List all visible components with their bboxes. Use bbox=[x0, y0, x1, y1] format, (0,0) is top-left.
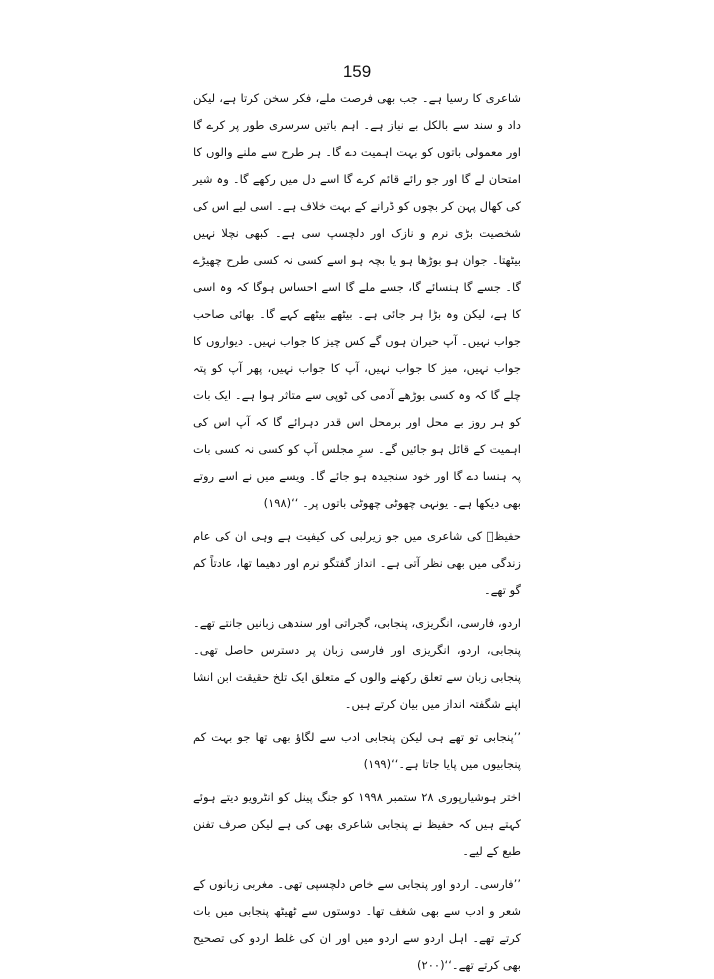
paragraph-2: حفیظؔ کی شاعری میں جو زیرلبی کی کیفیت ہے وہی ان کی عام زندگی میں بھی نظر آتی ہے۔ انداز گفتگو نرم اور دھیما تھا، عادتاً کم گو تھے۔ bbox=[193, 529, 521, 597]
body-text bbox=[193, 85, 521, 979]
paragraph-1: شاعری کا رسیا ہے۔ جب بھی فرصت ملے، فکر سخن کرتا ہے، لیکن داد و سند سے بالکل بے نیاز ہے۔ اہم باتیں سرسری طور پر کرے گا اور معمولی باتوں کو بہت اہمیت دے گا۔ ہر طرح سے ملنے والوں کا امتحان لے گا اور جو رائے قائم کرے گا اسے دل میں رکھے گا۔ وہ شیر کی کھال پہن کر بچوں کو ڈرانے کے بہت خلاف ہے۔ اسی لیے اس کی شخصیت بڑی نرم و نازک اور دلچسپ سی ہے۔ کبھی نچلا نہیں بیٹھتا۔ جوان ہو بوڑھا ہو یا بچہ ہو اسے کسی نہ کسی طرح چھیڑے گا۔ جسے گا ہنسائے گا، جسے ملے گا اسے احساس ہوگا کہ وہ اسی کا ہے، لیکن وہ بڑا ہر جائی ہے۔ بیٹھے بیٹھے کہے گا۔ بھائی صاحب جواب نہیں۔ آپ حیران ہوں گے کس چیز کا جواب نہیں۔ دیواروں کا جواب نہیں، میز کا جواب نہیں، آپ کا جواب نہیں، پھر آپ کو پتہ چلے گا کہ وہ کسی بوڑھے آدمی کی ٹوپی سے متاثر ہوا ہے۔ ایک بات کو ہر روز بے محل اور برمحل اس قدر دہرائے گا کہ آپ اس کی اہمیت کے قائل ہو جائیں گے۔ سرِ مجلس آپ کو کسی نہ کسی بات پہ ہنسا دے گا اور خود سنجیدہ ہو جائے گا۔ ویسے میں نے اسے روتے بھی دیکھا ہے۔ یونہی چھوٹی چھوٹی باتوں پر۔ ‘‘(۱۹۸) bbox=[193, 91, 521, 510]
page-number: 159 bbox=[342, 62, 372, 81]
quotation-2: ’’فارسی۔ اردو اور پنجابی سے خاص دلچسپی تھی۔ مغربی زبانوں کے شعر و ادب سے بھی شغف تھا۔ دوستوں سے ٹھیٹھ پنجابی میں بات کرتے تھے۔ اہل اردو سے اردو میں اور ان کی غلط اردو کی تصحیح بھی کرتے تھے۔‘‘(۲۰۰) bbox=[193, 877, 521, 972]
paragraph-3: اردو، فارسی، انگریزی، پنجابی، گجراتی اور سندھی زبانیں جانتے تھے۔ پنجابی، اردو، انگریزی اور فارسی زبان پر دسترس حاصل تھی۔ پنجابی زبان سے تعلق رکھنے والوں کے متعلق ایک تلخ حقیقت ابن انشا اپنے شگفتہ انداز میں بیان کرتے ہیں۔ bbox=[193, 616, 521, 711]
quotation-1: ’’پنجابی تو تھے ہی لیکن پنجابی ادب سے لگاؤ بھی تھا جو بہت کم پنجابیوں میں پایا جاتا ہے۔‘‘(۱۹۹) bbox=[193, 730, 521, 771]
paragraph-4: اختر ہوشیارپوری ۲۸ ستمبر ۱۹۹۸ کو جنگ پینل کو انٹرویو دیتے ہوئے کہتے ہیں کہ حفیظ نے پنجابی شاعری بھی کی ہے لیکن صرف تفنن طبع کے لیے۔ bbox=[193, 790, 521, 858]
